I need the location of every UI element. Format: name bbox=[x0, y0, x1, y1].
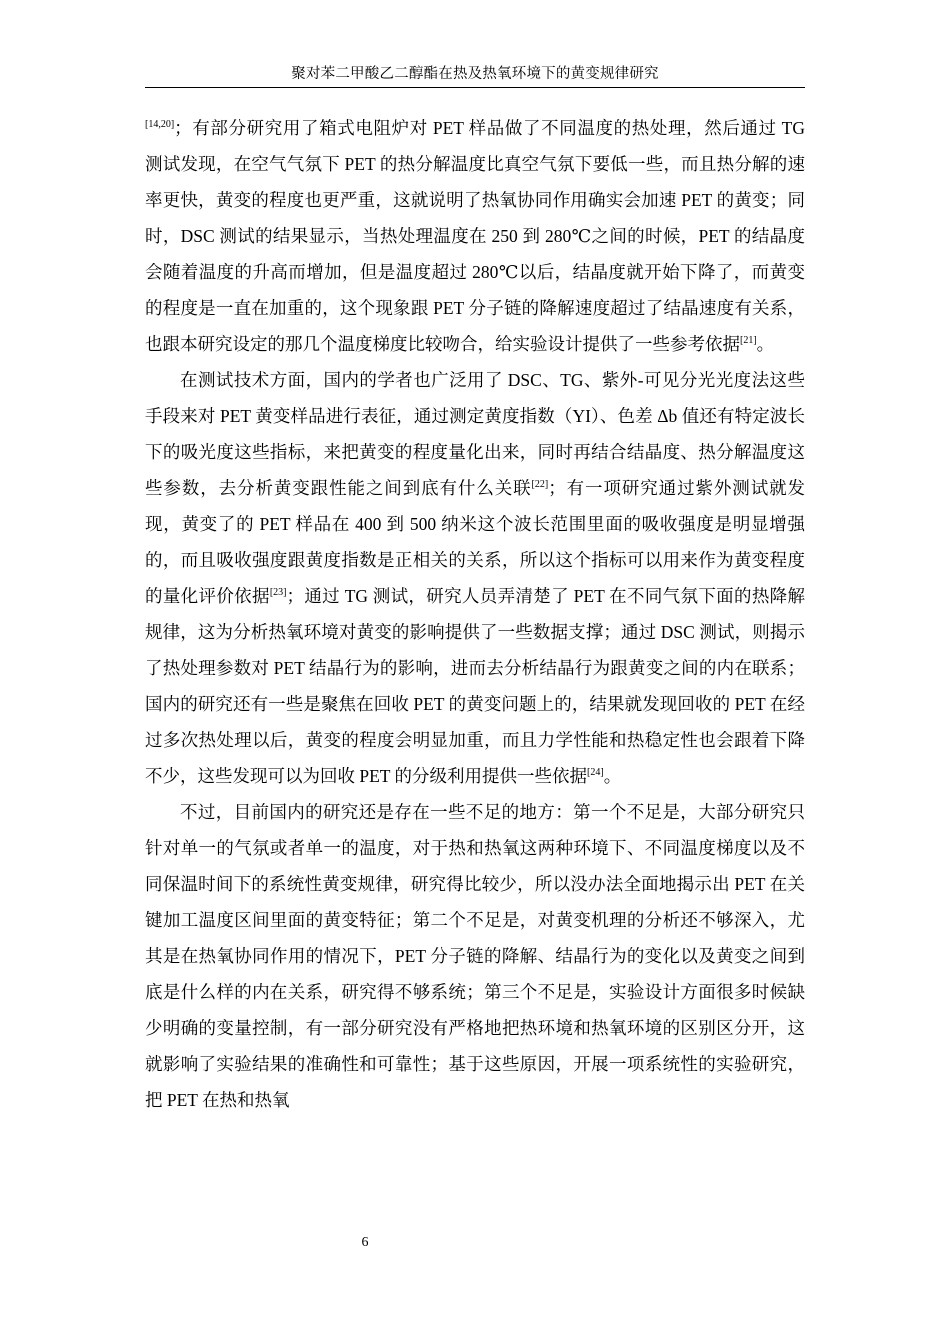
paragraph-testing-techniques bbox=[145, 362, 805, 794]
paragraph-text: 不过，目前国内的研究还是存在一些不足的地方：第一个不足是，大部分研究只针对单一的气氛或者单一的温度，对于热和热氧这两种环境下、不同温度梯度以及不同保温时间下的系统性黄变规律，研究得比较少，所以没办法全面地揭示出 PET 在关键加工温度区间里面的黄变特征；第二个不足是，对黄变机理的分析还不够深入，尤其是在热氧协同作用的情况下，PET 分子链的降解、结晶行为的变化以及黄变之间到底是什么样的内在关系，研究得不够系统；第三个不足是，实验设计方面很多时候缺少明确的变量控制，有一部分研究没有严格地把热环境和热氧环境的区别区分开，这就影响了实验结果的准确性和可靠性；基于这些原因，开展一项系统性的实验研究，把 PET 在热和热氧 bbox=[145, 802, 805, 1110]
paragraph-text: ；有部分研究用了箱式电阻炉对 PET 样品做了不同温度的热处理，然后通过 TG 测试发现，在空气气氛下 PET 的热分解温度比真空气氛下要低一些，而且热分解的速率更快，黄变的程度也更严重，这就说明了热氧协同作用确实会加速 PET 的黄变；同时，DSC 测试的结果显示，当热处理温度在 250 到 280℃之间的时候，PET 的结晶度会随着温度的升高而增加，但是温度超过 280℃以后，结晶度就开始下降了，而黄变的程度是一直在加重的，这个现象跟 PET 分子链的降解速度超过了结晶速度有关系，也跟本研究设定的那几个温度梯度比较吻合，给实验设计提供了一些参考依据 bbox=[145, 118, 805, 354]
running-header: 聚对苯二甲酸乙二醇酯在热及热氧环境下的黄变规律研究 bbox=[291, 66, 659, 82]
page-number: 6 bbox=[361, 1235, 369, 1250]
page-body bbox=[145, 110, 805, 1118]
header-divider bbox=[145, 87, 805, 88]
paragraph-text: ；通过 TG 测试，研究人员弄清楚了 PET 在不同气氛下面的热降解规律，这为分析热氧环境对黄变的影响提供了一些数据支撑；通过 DSC 测试，则揭示了热处理参数对 PET 结晶行为的影响，进而去分析结晶行为跟黄变之间的内在联系；国内的研究还有一些是聚焦在回收 PET 的黄变问题上的，结果就发现回收的 PET 在经过多次热处理以后，黄变的程度会明显加重，而且力学性能和热稳定性也会跟着下降不少，这些发现可以为回收 PET 的分级利用提供一些依据 bbox=[145, 586, 805, 786]
citation: [21] bbox=[740, 335, 757, 346]
paragraph-shortcomings bbox=[145, 794, 805, 1118]
citation: [23] bbox=[269, 587, 287, 598]
citation: [22] bbox=[531, 479, 549, 490]
paragraph-text: 在测试技术方面，国内的学者也广泛用了 DSC、TG、紫外-可见分光光度法这些手段来对 PET 黄变样品进行表征，通过测定黄度指数（YI）、色差 Δb 值还有特定波长下的吸光度这些指标，来把黄变的程度量化出来，同时再结合结晶度、热分解温度这些参数，去分析黄变跟性能之间到底有什么关联 bbox=[145, 370, 805, 498]
citation: [24] bbox=[587, 767, 604, 778]
paragraph-text: ；有一项研究通过紫外测试就发现，黄变了的 PET 样品在 400 到 500 纳米这个波长范围里面的吸收强度是明显增强的，而且吸收强度跟黄度指数是正相关的关系，所以这个指标可以用来作为黄变程度的量化评价依据 bbox=[145, 478, 806, 606]
paragraph-text: 。 bbox=[756, 334, 775, 354]
citation: [14,20] bbox=[145, 119, 175, 130]
paragraph-text: 。 bbox=[603, 766, 622, 786]
paragraph-continued bbox=[145, 110, 805, 362]
